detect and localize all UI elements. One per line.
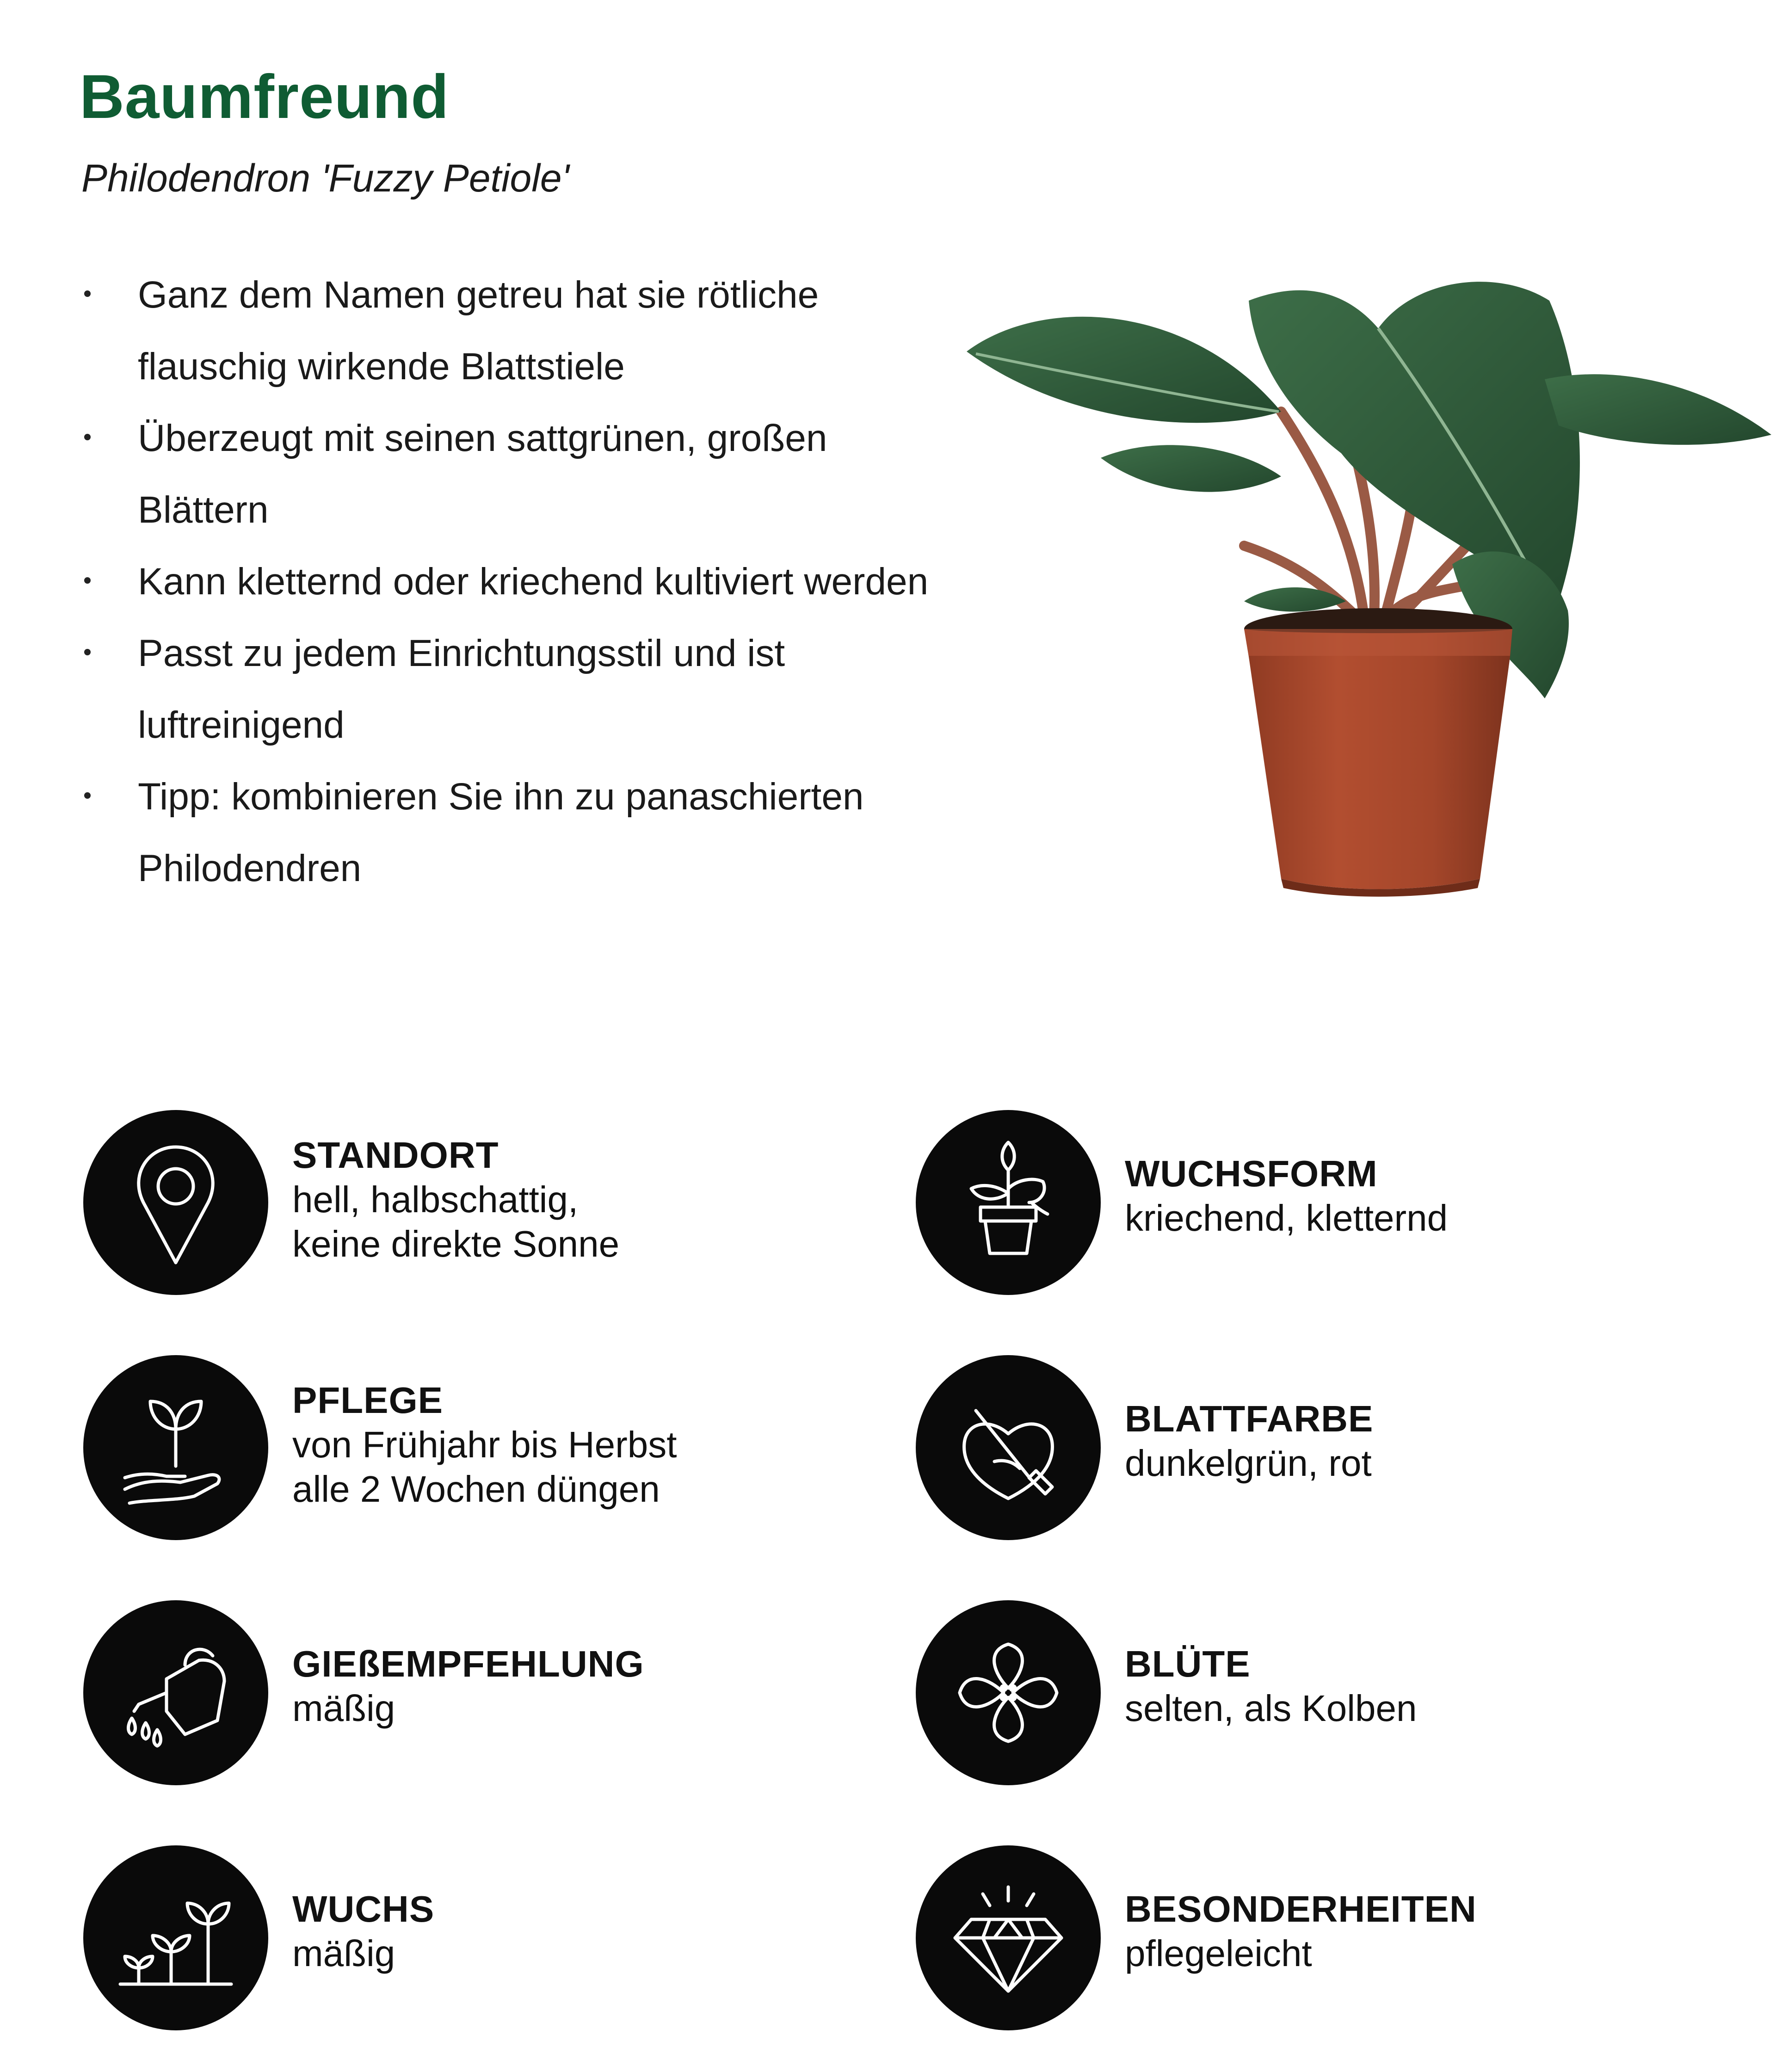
feature-wuchsform bbox=[916, 1110, 1748, 1295]
feature-value: kriechend, kletternd bbox=[1125, 1197, 1448, 1239]
feature-value: selten, als Kolben bbox=[1125, 1688, 1417, 1729]
seedling-hand-icon bbox=[106, 1378, 245, 1517]
bullet-text: Ganz dem Namen getreu hat sie rötliche flauschig wirkende Blattstiele bbox=[138, 274, 819, 388]
bullet-item bbox=[81, 259, 960, 402]
leaf-brush-icon bbox=[939, 1378, 1078, 1517]
feature-label: GIEßEMPFEHLUNG bbox=[292, 1643, 644, 1684]
flower-icon bbox=[939, 1623, 1078, 1762]
bullet-item bbox=[81, 617, 960, 761]
feature-standort bbox=[83, 1110, 916, 1295]
giessempfehlung-badge bbox=[83, 1600, 268, 1785]
feature-blattfarbe bbox=[916, 1355, 1748, 1540]
blattfarbe-text bbox=[1125, 1397, 1726, 1486]
feature-pflege bbox=[83, 1355, 916, 1540]
bullet-text: Tipp: kombinieren Sie ihn zu panaschierten Philodendren bbox=[138, 776, 864, 889]
bullet-text: Überzeugt mit seinen sattgrünen, großen Blättern bbox=[138, 417, 827, 531]
feature-bluete bbox=[916, 1600, 1748, 1785]
leaf-lower-left bbox=[1101, 445, 1281, 492]
feature-giessempfehlung bbox=[83, 1600, 916, 1785]
besonderheiten-text bbox=[1125, 1887, 1726, 1976]
product-title: Baumfreund bbox=[80, 62, 450, 131]
besonderheiten-badge bbox=[916, 1845, 1101, 2030]
bullet-text: Kann kletternd oder kriechend kultiviert werden bbox=[138, 561, 929, 603]
bullet-text: Passt zu jedem Einrichtungsstil und ist luftreinigend bbox=[138, 632, 785, 746]
feature-label: STANDORT bbox=[292, 1135, 499, 1176]
pflege-text bbox=[292, 1378, 894, 1511]
bluete-text bbox=[1125, 1642, 1726, 1731]
feature-value: mäßig bbox=[292, 1688, 395, 1729]
feature-label: PFLEGE bbox=[292, 1380, 444, 1421]
bullet-dot bbox=[84, 577, 91, 584]
leaf-left bbox=[967, 317, 1281, 423]
feature-label: BLATTFARBE bbox=[1125, 1398, 1374, 1439]
feature-label: BESONDERHEITEN bbox=[1125, 1888, 1477, 1930]
location-pin-icon bbox=[106, 1133, 245, 1272]
feature-label: WUCHS bbox=[292, 1888, 435, 1930]
giessempfehlung-text bbox=[292, 1642, 894, 1731]
wuchs-text bbox=[292, 1887, 894, 1976]
feature-value: mäßig bbox=[292, 1933, 395, 1974]
feature-value: von Frühjahr bis Herbst alle 2 Wochen düngen bbox=[292, 1424, 677, 1510]
wuchsform-text bbox=[1125, 1152, 1726, 1240]
feature-value: pflegeleicht bbox=[1125, 1933, 1312, 1974]
wuchs-badge bbox=[83, 1845, 268, 2030]
standort-badge bbox=[83, 1110, 268, 1295]
standort-text bbox=[292, 1133, 894, 1266]
blattfarbe-badge bbox=[916, 1355, 1101, 1540]
feature-label: BLÜTE bbox=[1125, 1643, 1251, 1684]
bluete-badge bbox=[916, 1600, 1101, 1785]
feature-label: WUCHSFORM bbox=[1125, 1153, 1378, 1194]
feature-wuchs bbox=[83, 1845, 916, 2030]
bullet-dot bbox=[84, 434, 91, 440]
wuchsform-badge bbox=[916, 1110, 1101, 1295]
sprouts-growth-icon bbox=[106, 1868, 245, 2007]
product-subtitle: Philodendron 'Fuzzy Petiole' bbox=[81, 156, 569, 200]
diamond-icon bbox=[939, 1868, 1078, 2007]
watering-can-icon bbox=[106, 1623, 245, 1762]
bullet-item bbox=[81, 761, 960, 904]
bullet-dot bbox=[84, 792, 91, 799]
feature-value: hell, halbschattig, keine direkte Sonne bbox=[292, 1179, 620, 1264]
potted-plant-icon bbox=[939, 1133, 1078, 1272]
bullet-dot bbox=[84, 290, 91, 297]
bullet-item bbox=[81, 402, 960, 546]
feature-bullet-list bbox=[81, 259, 960, 904]
feature-besonderheiten bbox=[916, 1845, 1748, 2030]
feature-value: dunkelgrün, rot bbox=[1125, 1443, 1372, 1484]
pflege-badge bbox=[83, 1355, 268, 1540]
plant-pot bbox=[1244, 629, 1512, 889]
bullet-dot bbox=[84, 649, 91, 655]
bullet-item bbox=[81, 546, 960, 617]
potted-plant-image bbox=[948, 259, 1776, 906]
